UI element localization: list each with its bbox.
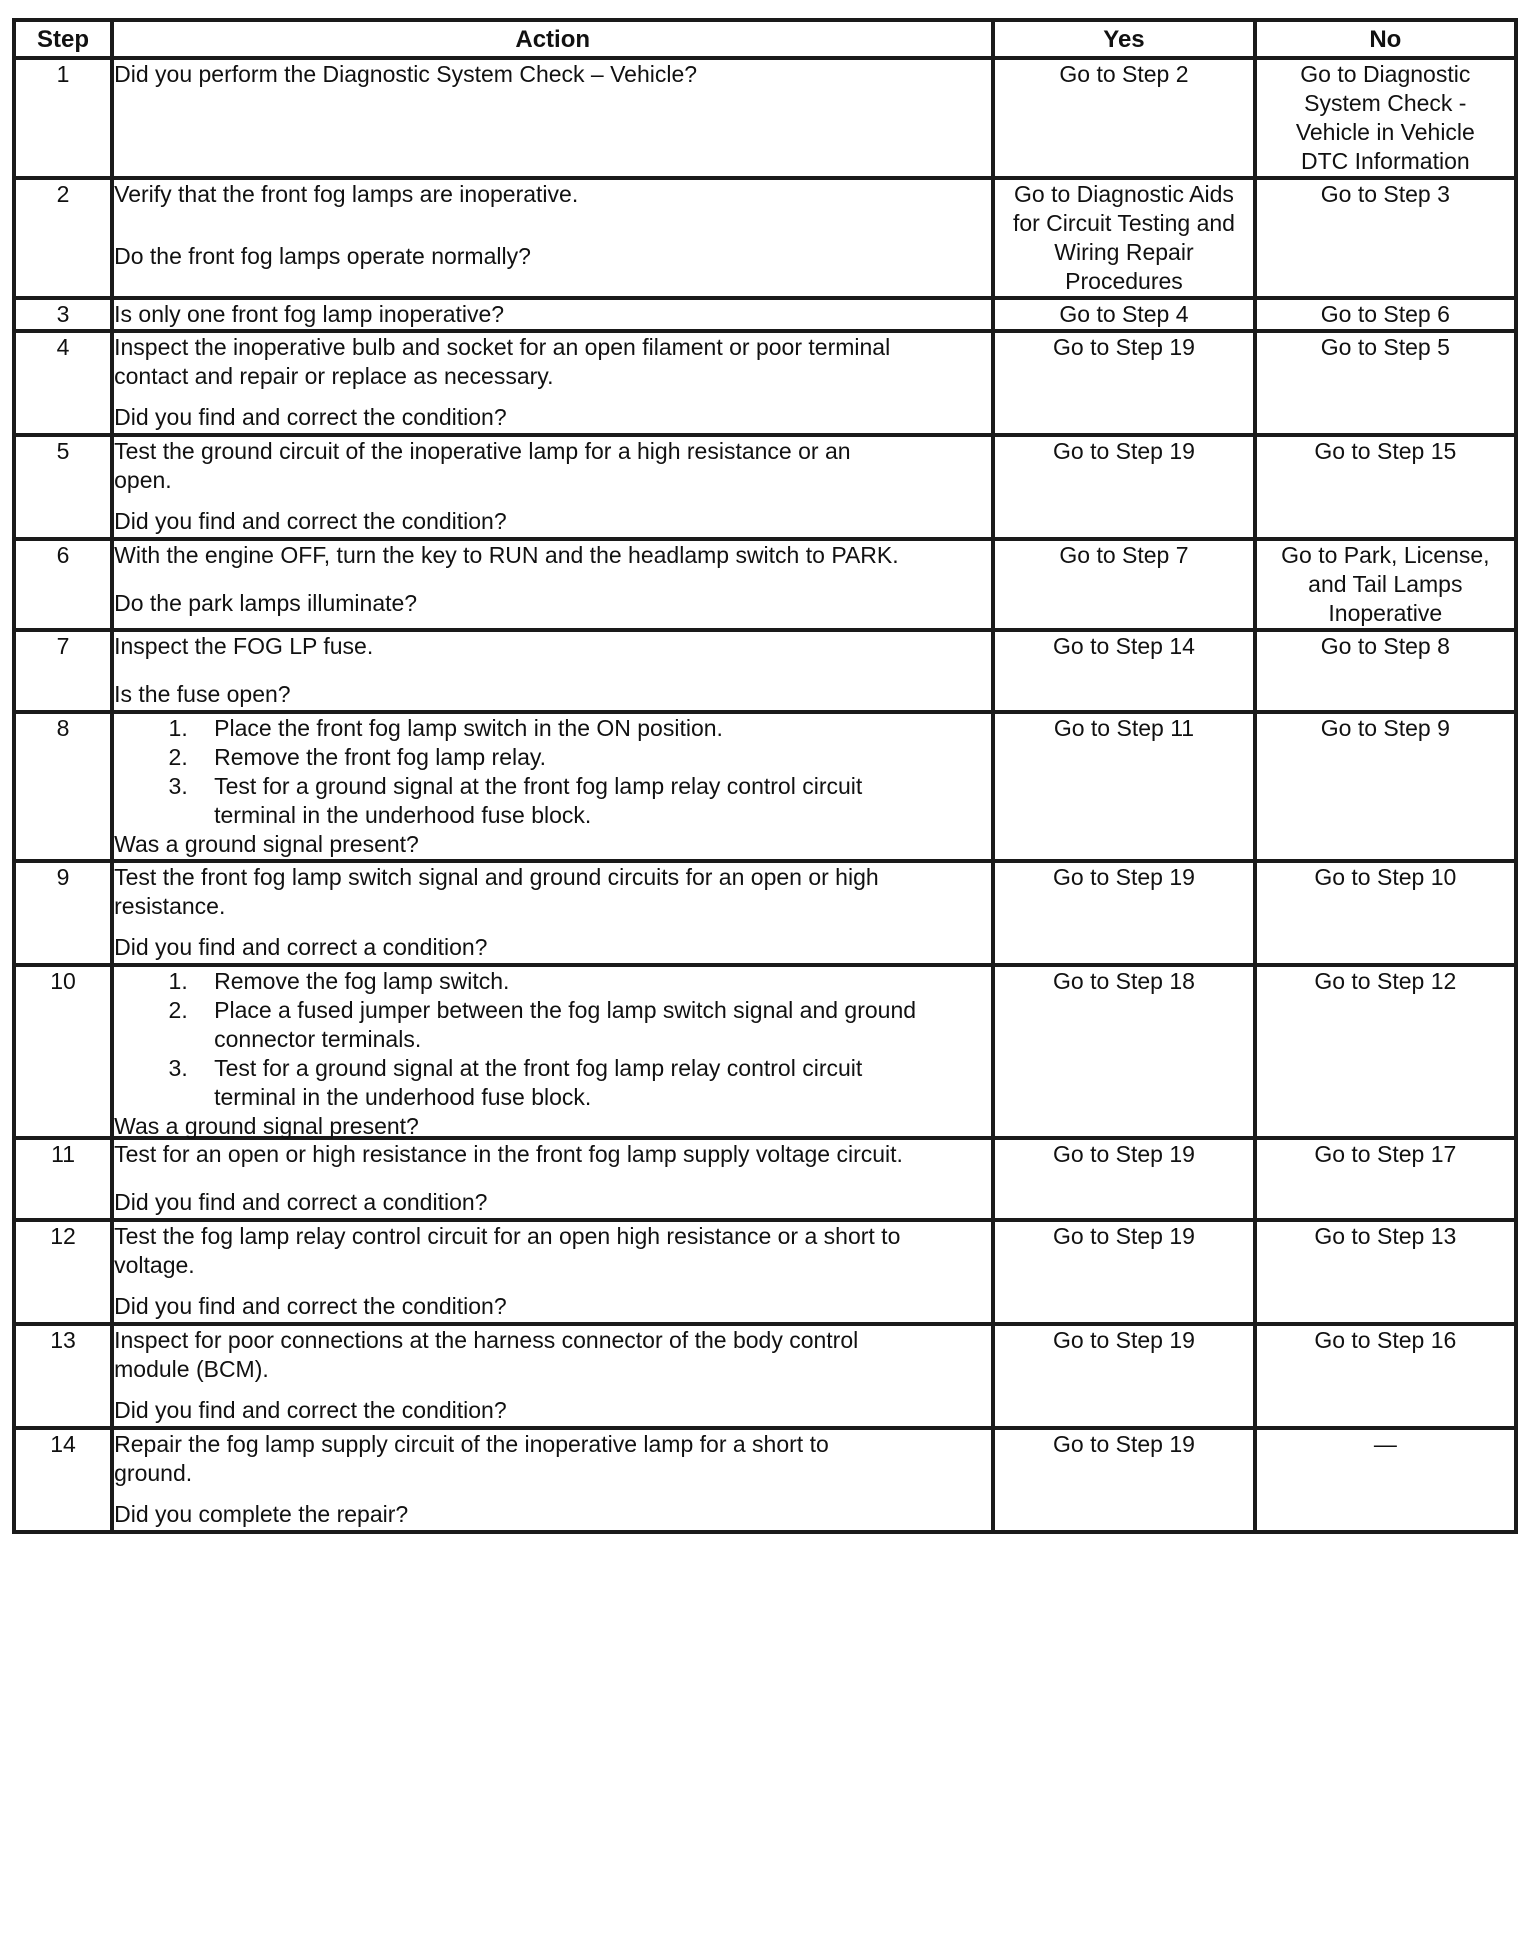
yes-text-line: Go to Step 19	[1053, 1431, 1195, 1457]
yes-text-line: Go to Step 19	[1053, 1141, 1195, 1167]
table-body	[14, 58, 1516, 1532]
substep-item	[194, 714, 991, 743]
yes-text-line: Go to Step 18	[1053, 968, 1195, 994]
table-row	[14, 539, 1516, 630]
no-text-line: Go to Step 15	[1314, 438, 1457, 464]
yes-text-line: Go to Step 19	[1053, 334, 1195, 360]
action-instructions	[114, 632, 991, 661]
action-instructions	[114, 437, 991, 495]
action-question: Did you find and correct the condition?	[114, 1397, 507, 1423]
action-content	[114, 541, 991, 618]
no-text-line: Go to Step 17	[1314, 1141, 1457, 1167]
no-text-line: Vehicle in Vehicle	[1295, 119, 1475, 145]
action-content	[114, 714, 991, 858]
step-number: 10	[14, 965, 112, 1138]
action-cell	[112, 861, 993, 965]
yes-text-line: Go to Step 2	[1059, 61, 1189, 87]
no-text-line: —	[1373, 1431, 1397, 1457]
table-row	[14, 1324, 1516, 1428]
action-question: Did you complete the repair?	[114, 1501, 409, 1527]
no-cell	[1255, 712, 1516, 861]
action-substeps	[114, 967, 991, 1112]
action-text-line: Inspect the inoperative bulb and socket for an open filament or poor terminal	[114, 334, 891, 360]
no-text-line: Go to Step 9	[1320, 715, 1450, 741]
action-text-line: open.	[114, 467, 172, 493]
table-row	[14, 712, 1516, 861]
action-text-line: With the engine OFF, turn the key to RUN and the headlamp switch to PARK.	[114, 542, 899, 568]
action-content	[114, 437, 991, 536]
yes-cell	[993, 298, 1254, 331]
action-text-line: Did you perform the Diagnostic System Check – Vehicle?	[114, 61, 698, 87]
step-number: 2	[14, 178, 112, 298]
step-number: 5	[14, 435, 112, 539]
yes-cell	[993, 1138, 1254, 1220]
action-cell	[112, 1428, 993, 1532]
yes-text-line: Go to Step 19	[1053, 864, 1195, 890]
substep-item	[194, 1054, 991, 1112]
table-row	[14, 1428, 1516, 1532]
yes-cell	[993, 58, 1254, 178]
action-question: Did you find and correct the condition?	[114, 508, 507, 534]
action-text-line: contact and repair or replace as necessary.	[114, 363, 554, 389]
action-text-line: Repair the fog lamp supply circuit of the inoperative lamp for a short to	[114, 1431, 829, 1457]
action-instructions	[114, 1140, 991, 1169]
action-cell	[112, 712, 993, 861]
no-text-line: Go to Step 6	[1320, 301, 1450, 327]
yes-cell	[993, 630, 1254, 712]
substep-item	[194, 967, 991, 996]
action-content	[114, 1222, 991, 1321]
yes-cell	[993, 712, 1254, 861]
table-row	[14, 435, 1516, 539]
step-number: 11	[14, 1138, 112, 1220]
table-row	[14, 630, 1516, 712]
substep-text-line: 1. Place the front fog lamp switch in the ON position.	[214, 715, 723, 741]
table-header-row	[14, 20, 1516, 58]
yes-cell	[993, 1220, 1254, 1324]
step-number: 3	[14, 298, 112, 331]
step-number: 14	[14, 1428, 112, 1532]
action-cell	[112, 298, 993, 331]
no-cell	[1255, 1138, 1516, 1220]
substep-text-line: terminal in the underhood fuse block.	[214, 1084, 592, 1110]
action-text-line: resistance.	[114, 893, 226, 919]
action-question: Was a ground signal present?	[114, 831, 419, 857]
no-text-line: Go to Step 8	[1320, 633, 1450, 659]
substep-text-line: 1. Remove the fog lamp switch.	[214, 968, 510, 994]
action-content	[114, 1430, 991, 1529]
yes-text-line: Procedures	[1065, 268, 1183, 294]
step-number: 13	[14, 1324, 112, 1428]
action-text-line: Verify that the front fog lamps are inoperative.	[114, 181, 579, 207]
action-text-line: Test the fog lamp relay control circuit for an open high resistance or a short to	[114, 1223, 901, 1249]
no-cell	[1255, 539, 1516, 630]
step-number: 6	[14, 539, 112, 630]
step-column-header: Step	[14, 20, 112, 58]
no-cell	[1255, 435, 1516, 539]
action-text-line: Test the front fog lamp switch signal and ground circuits for an open or high	[114, 864, 879, 890]
action-cell	[112, 1220, 993, 1324]
no-text-line: System Check -	[1304, 90, 1467, 116]
step-number: 1	[14, 58, 112, 178]
substep-text-line: 2. Remove the front fog lamp relay.	[214, 744, 547, 770]
action-content	[114, 333, 991, 432]
action-cell	[112, 1138, 993, 1220]
no-cell	[1255, 58, 1516, 178]
action-column-header: Action	[112, 20, 993, 58]
table-row	[14, 965, 1516, 1138]
yes-cell	[993, 1324, 1254, 1428]
no-cell	[1255, 298, 1516, 331]
action-instructions	[114, 541, 991, 570]
step-number: 4	[14, 331, 112, 435]
action-content	[114, 1326, 991, 1425]
no-text-line: Go to Step 13	[1314, 1223, 1457, 1249]
yes-text-line: Go to Step 14	[1053, 633, 1195, 659]
action-cell	[112, 539, 993, 630]
no-cell	[1255, 1220, 1516, 1324]
yes-text-line: Wiring Repair	[1054, 239, 1194, 265]
action-content	[114, 60, 991, 150]
action-text-line: ground.	[114, 1460, 193, 1486]
yes-text-line: Go to Step 19	[1053, 1327, 1195, 1353]
yes-cell	[993, 178, 1254, 298]
yes-cell	[993, 539, 1254, 630]
action-cell	[112, 965, 993, 1138]
no-cell	[1255, 965, 1516, 1138]
action-instructions	[114, 1222, 991, 1280]
table-row	[14, 58, 1516, 178]
action-instructions	[114, 1326, 991, 1384]
substep-text-line: terminal in the underhood fuse block.	[214, 802, 592, 828]
yes-text-line: Go to Step 11	[1053, 715, 1195, 741]
no-text-line: Go to Step 16	[1314, 1327, 1457, 1353]
no-text-line: Go to Step 5	[1320, 334, 1450, 360]
no-cell	[1255, 861, 1516, 965]
no-text-line: Go to Step 10	[1314, 864, 1457, 890]
action-question: Did you find and correct the condition?	[114, 1293, 507, 1319]
substep-text-line: 2. Place a fused jumper between the fog lamp switch signal and ground	[214, 997, 917, 1023]
action-cell	[112, 630, 993, 712]
action-instructions	[114, 863, 991, 921]
yes-text-line: Go to Step 19	[1053, 1223, 1195, 1249]
yes-column-header: Yes	[993, 20, 1254, 58]
diagnostic-table	[12, 18, 1518, 1534]
yes-cell	[993, 861, 1254, 965]
yes-text-line: Go to Step 4	[1059, 301, 1189, 327]
step-number: 8	[14, 712, 112, 861]
action-instructions	[114, 300, 991, 329]
yes-text-line: Go to Diagnostic Aids	[1014, 181, 1234, 207]
substep-item	[194, 743, 991, 772]
action-content	[114, 863, 991, 962]
yes-text-line: Go to Step 19	[1053, 438, 1195, 464]
yes-cell	[993, 1428, 1254, 1532]
table-row	[14, 178, 1516, 298]
action-text-line: voltage.	[114, 1252, 195, 1278]
table-row	[14, 298, 1516, 331]
action-content	[114, 180, 991, 271]
action-text-line: Inspect for poor connections at the harness connector of the body control	[114, 1327, 859, 1353]
step-number: 9	[14, 861, 112, 965]
action-text-line: module (BCM).	[114, 1356, 269, 1382]
action-cell	[112, 1324, 993, 1428]
action-question: Was a ground signal present?	[114, 1113, 419, 1139]
no-text-line: Inoperative	[1328, 600, 1443, 626]
no-cell	[1255, 1428, 1516, 1532]
table-row	[14, 1220, 1516, 1324]
no-text-line: DTC Information	[1300, 148, 1470, 174]
action-content	[114, 967, 991, 1139]
action-question: Do the park lamps illuminate?	[114, 590, 418, 616]
action-cell	[112, 435, 993, 539]
table-row	[14, 861, 1516, 965]
diagnostic-document	[12, 18, 1518, 1534]
step-number: 12	[14, 1220, 112, 1324]
step-number: 7	[14, 630, 112, 712]
action-instructions	[114, 1430, 991, 1488]
action-text-line: Is only one front fog lamp inoperative?	[114, 301, 505, 327]
yes-text-line: for Circuit Testing and	[1012, 210, 1235, 236]
action-question: Did you find and correct a condition?	[114, 934, 488, 960]
action-instructions	[114, 967, 991, 1112]
action-cell	[112, 331, 993, 435]
action-question: Did you find and correct the condition?	[114, 404, 507, 430]
action-question: Is the fuse open?	[114, 681, 291, 707]
substep-text-line: connector terminals.	[214, 1026, 422, 1052]
no-text-line: Go to Park, License,	[1281, 542, 1490, 568]
action-text-line: Test for an open or high resistance in the front fog lamp supply voltage circuit.	[114, 1141, 903, 1167]
no-text-line: Go to Diagnostic	[1300, 61, 1471, 87]
no-cell	[1255, 630, 1516, 712]
no-text-line: Go to Step 12	[1314, 968, 1457, 994]
no-text-line: and Tail Lamps	[1308, 571, 1463, 597]
action-content	[114, 1140, 991, 1217]
action-instructions	[114, 333, 991, 391]
no-cell	[1255, 1324, 1516, 1428]
substep-text-line: 3. Test for a ground signal at the front fog lamp relay control circuit	[214, 1055, 863, 1081]
yes-cell	[993, 435, 1254, 539]
action-content	[114, 632, 991, 709]
action-question: Do the front fog lamps operate normally?	[114, 243, 531, 269]
action-instructions	[114, 60, 991, 89]
table-row	[14, 1138, 1516, 1220]
action-cell	[112, 178, 993, 298]
action-text-line: Inspect the FOG LP fuse.	[114, 633, 374, 659]
yes-cell	[993, 965, 1254, 1138]
table-row	[14, 331, 1516, 435]
action-substeps	[114, 714, 991, 830]
action-cell	[112, 58, 993, 178]
action-question: Did you find and correct a condition?	[114, 1189, 488, 1215]
action-instructions	[114, 180, 991, 209]
no-cell	[1255, 178, 1516, 298]
no-cell	[1255, 331, 1516, 435]
yes-cell	[993, 331, 1254, 435]
substep-item	[194, 996, 991, 1054]
substep-text-line: 3. Test for a ground signal at the front fog lamp relay control circuit	[214, 773, 863, 799]
no-column-header: No	[1255, 20, 1516, 58]
substep-item	[194, 772, 991, 830]
yes-text-line: Go to Step 7	[1059, 542, 1189, 568]
action-text-line: Test the ground circuit of the inoperative lamp for a high resistance or an	[114, 438, 851, 464]
action-content	[114, 300, 991, 329]
action-instructions	[114, 714, 991, 830]
no-text-line: Go to Step 3	[1320, 181, 1450, 207]
